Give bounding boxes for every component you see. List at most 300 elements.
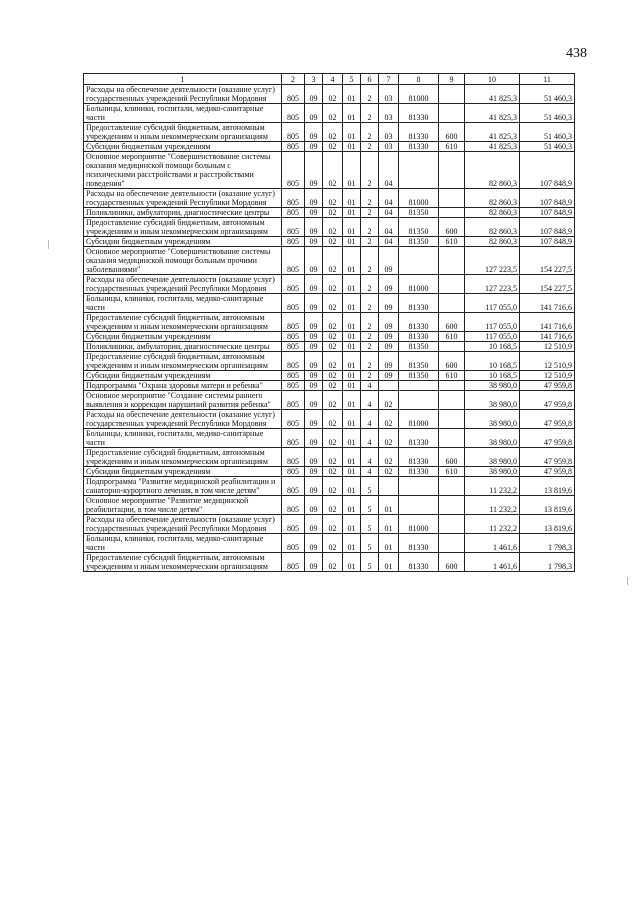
row-cell: 805 xyxy=(282,381,305,391)
row-cell: 2 xyxy=(361,332,379,342)
row-cell: 2 xyxy=(361,85,379,104)
row-cell: 04 xyxy=(379,237,399,247)
table-row xyxy=(84,391,575,410)
table-row xyxy=(84,448,575,467)
row-cell: 805 xyxy=(282,467,305,477)
row-cell: 09 xyxy=(305,391,323,410)
row-description: Субсидии бюджетным учреждениям xyxy=(84,371,282,381)
row-cell: 805 xyxy=(282,208,305,218)
row-cell: 09 xyxy=(305,534,323,553)
row-cell: 01 xyxy=(343,352,361,371)
row-cell: 2 xyxy=(361,294,379,313)
row-cell: 51 460,3 xyxy=(520,142,575,152)
row-cell: 09 xyxy=(305,352,323,371)
row-cell: 141 716,6 xyxy=(520,294,575,313)
row-cell: 01 xyxy=(343,152,361,189)
row-cell: 805 xyxy=(282,352,305,371)
row-cell: 81330 xyxy=(399,313,439,332)
page-number: 438 xyxy=(566,46,587,61)
row-cell: 2 xyxy=(361,208,379,218)
row-cell: 82 860,3 xyxy=(465,237,520,247)
row-cell: 02 xyxy=(323,313,343,332)
row-cell: 2 xyxy=(361,371,379,381)
row-cell: 02 xyxy=(323,85,343,104)
row-cell: 01 xyxy=(343,85,361,104)
row-cell: 02 xyxy=(379,410,399,429)
row-cell: 805 xyxy=(282,515,305,534)
row-description: Поликлиники, амбулатории, диагностические центры xyxy=(84,342,282,352)
row-cell: 600 xyxy=(439,553,465,572)
row-cell: 02 xyxy=(323,189,343,208)
row-description: Предоставление субсидий бюджетным, автономным учреждениям и иным некоммерческим организациям xyxy=(84,313,282,332)
row-cell: 09 xyxy=(305,553,323,572)
row-cell: 1 461,6 xyxy=(465,553,520,572)
row-cell: 2 xyxy=(361,189,379,208)
row-cell: 09 xyxy=(305,332,323,342)
row-cell: 02 xyxy=(323,123,343,142)
row-cell: 09 xyxy=(305,123,323,142)
row-cell: 09 xyxy=(305,381,323,391)
row-cell: 2 xyxy=(361,352,379,371)
row-cell: 805 xyxy=(282,104,305,123)
row-cell: 107 848,9 xyxy=(520,189,575,208)
table-row xyxy=(84,237,575,247)
table-row xyxy=(84,429,575,448)
row-cell: 2 xyxy=(361,237,379,247)
row-cell xyxy=(439,342,465,352)
row-cell: 4 xyxy=(361,429,379,448)
row-cell: 10 168,5 xyxy=(465,371,520,381)
row-cell: 09 xyxy=(305,275,323,294)
row-cell xyxy=(399,152,439,189)
row-cell: 805 xyxy=(282,477,305,496)
table-row xyxy=(84,371,575,381)
row-cell: 2 xyxy=(361,152,379,189)
row-cell xyxy=(439,152,465,189)
table-row xyxy=(84,275,575,294)
row-cell: 610 xyxy=(439,237,465,247)
table-row xyxy=(84,352,575,371)
row-cell: 09 xyxy=(305,371,323,381)
row-cell: 38 980,0 xyxy=(465,429,520,448)
row-cell: 02 xyxy=(323,534,343,553)
row-cell: 141 716,6 xyxy=(520,332,575,342)
row-cell: 2 xyxy=(361,247,379,275)
row-description: Субсидии бюджетным учреждениям xyxy=(84,142,282,152)
row-cell: 47 959,8 xyxy=(520,448,575,467)
row-cell: 01 xyxy=(379,496,399,515)
row-description: Расходы на обеспечение деятельности (оказание услуг) государственных учреждений Республики Мордовия xyxy=(84,189,282,208)
row-cell: 47 959,8 xyxy=(520,381,575,391)
row-cell: 01 xyxy=(343,496,361,515)
row-cell: 38 980,0 xyxy=(465,381,520,391)
row-cell: 81330 xyxy=(399,534,439,553)
table-row xyxy=(84,534,575,553)
row-cell: 04 xyxy=(379,152,399,189)
row-cell: 107 848,9 xyxy=(520,218,575,237)
row-cell xyxy=(439,208,465,218)
row-cell: 38 980,0 xyxy=(465,391,520,410)
row-cell: 02 xyxy=(323,218,343,237)
row-cell: 01 xyxy=(343,332,361,342)
row-cell: 41 825,3 xyxy=(465,123,520,142)
row-cell: 03 xyxy=(379,142,399,152)
row-cell: 117 055,0 xyxy=(465,332,520,342)
row-cell: 01 xyxy=(379,553,399,572)
row-cell: 81350 xyxy=(399,371,439,381)
row-cell: 02 xyxy=(323,448,343,467)
row-cell xyxy=(439,496,465,515)
row-cell xyxy=(399,496,439,515)
row-cell xyxy=(439,477,465,496)
row-cell xyxy=(379,477,399,496)
row-cell: 04 xyxy=(379,189,399,208)
row-cell: 02 xyxy=(323,352,343,371)
row-cell: 805 xyxy=(282,85,305,104)
header-cell: 9 xyxy=(439,74,465,85)
header-cell: 11 xyxy=(520,74,575,85)
row-description: Больницы, клиники, госпитали, медико-санитарные части xyxy=(84,429,282,448)
row-cell: 81330 xyxy=(399,448,439,467)
table-row xyxy=(84,142,575,152)
row-cell: 805 xyxy=(282,237,305,247)
row-cell: 4 xyxy=(361,410,379,429)
row-cell: 02 xyxy=(323,237,343,247)
row-cell xyxy=(439,85,465,104)
row-cell xyxy=(439,381,465,391)
row-cell: 03 xyxy=(379,85,399,104)
table-row xyxy=(84,553,575,572)
row-cell: 02 xyxy=(379,391,399,410)
row-cell: 1 461,6 xyxy=(465,534,520,553)
table-row xyxy=(84,189,575,208)
row-cell: 12 510,9 xyxy=(520,342,575,352)
row-cell: 117 055,0 xyxy=(465,313,520,332)
row-cell: 47 959,8 xyxy=(520,391,575,410)
row-cell: 2 xyxy=(361,275,379,294)
row-cell: 09 xyxy=(305,85,323,104)
row-cell: 02 xyxy=(323,142,343,152)
row-cell: 805 xyxy=(282,123,305,142)
row-cell: 09 xyxy=(379,247,399,275)
row-cell: 12 510,9 xyxy=(520,352,575,371)
row-cell xyxy=(439,515,465,534)
row-description: Подпрограмма "Охрана здоровья матери и ребенка" xyxy=(84,381,282,391)
row-description: Предоставление субсидий бюджетным, автономным учреждениям и иным некоммерческим организациям xyxy=(84,448,282,467)
table-row xyxy=(84,247,575,275)
row-description: Основное мероприятие "Совершенствование системы оказания медицинской помощи больным прочими заболеваниями" xyxy=(84,247,282,275)
row-cell: 107 848,9 xyxy=(520,237,575,247)
row-cell: 01 xyxy=(343,391,361,410)
row-cell: 805 xyxy=(282,391,305,410)
header-cell: 5 xyxy=(343,74,361,85)
row-cell: 12 510,9 xyxy=(520,371,575,381)
row-cell: 805 xyxy=(282,247,305,275)
row-cell: 09 xyxy=(305,477,323,496)
row-cell: 2 xyxy=(361,218,379,237)
row-cell: 81350 xyxy=(399,218,439,237)
row-cell: 01 xyxy=(343,534,361,553)
header-cell: 1 xyxy=(84,74,282,85)
row-cell: 04 xyxy=(379,218,399,237)
budget-table xyxy=(83,73,575,572)
row-cell: 09 xyxy=(305,142,323,152)
row-cell: 600 xyxy=(439,352,465,371)
table-row xyxy=(84,208,575,218)
row-cell: 805 xyxy=(282,142,305,152)
row-cell: 5 xyxy=(361,553,379,572)
row-cell xyxy=(439,294,465,313)
header-cell: 6 xyxy=(361,74,379,85)
row-cell xyxy=(399,391,439,410)
table-row xyxy=(84,332,575,342)
row-cell xyxy=(439,104,465,123)
row-cell: 02 xyxy=(323,342,343,352)
row-cell: 4 xyxy=(361,448,379,467)
header-cell: 7 xyxy=(379,74,399,85)
row-cell: 81350 xyxy=(399,208,439,218)
row-cell: 81350 xyxy=(399,342,439,352)
row-cell: 2 xyxy=(361,342,379,352)
row-cell: 09 xyxy=(305,448,323,467)
row-cell: 127 223,5 xyxy=(465,275,520,294)
row-cell: 02 xyxy=(323,294,343,313)
row-cell: 10 168,5 xyxy=(465,352,520,371)
row-cell: 81330 xyxy=(399,123,439,142)
row-description: Субсидии бюджетным учреждениям xyxy=(84,467,282,477)
row-cell: 02 xyxy=(379,429,399,448)
row-cell: 09 xyxy=(305,515,323,534)
row-cell: 2 xyxy=(361,313,379,332)
row-cell: 141 716,6 xyxy=(520,313,575,332)
table-row xyxy=(84,496,575,515)
row-cell: 01 xyxy=(343,467,361,477)
row-cell: 38 980,0 xyxy=(465,448,520,467)
row-cell: 5 xyxy=(361,496,379,515)
row-cell: 805 xyxy=(282,342,305,352)
row-cell: 02 xyxy=(323,410,343,429)
row-cell: 81330 xyxy=(399,467,439,477)
row-cell: 09 xyxy=(305,313,323,332)
row-cell: 107 848,9 xyxy=(520,152,575,189)
row-cell: 154 227,5 xyxy=(520,247,575,275)
row-cell: 107 848,9 xyxy=(520,208,575,218)
row-cell: 01 xyxy=(379,515,399,534)
row-cell: 02 xyxy=(323,429,343,448)
row-cell: 38 980,0 xyxy=(465,467,520,477)
row-cell: 04 xyxy=(379,208,399,218)
row-cell: 805 xyxy=(282,410,305,429)
table-row xyxy=(84,477,575,496)
row-cell: 01 xyxy=(343,313,361,332)
row-cell: 01 xyxy=(343,477,361,496)
row-cell: 2 xyxy=(361,104,379,123)
row-cell: 02 xyxy=(323,553,343,572)
row-description: Расходы на обеспечение деятельности (оказание услуг) государственных учреждений Республики Мордовия xyxy=(84,515,282,534)
row-cell: 82 860,3 xyxy=(465,189,520,208)
row-description: Предоставление субсидий бюджетным, автономным учреждениям и иным некоммерческим организациям xyxy=(84,218,282,237)
table-row xyxy=(84,313,575,332)
row-cell: 02 xyxy=(323,381,343,391)
row-cell: 81000 xyxy=(399,189,439,208)
row-cell: 805 xyxy=(282,294,305,313)
row-cell: 01 xyxy=(379,534,399,553)
row-cell xyxy=(379,381,399,391)
row-cell: 01 xyxy=(343,275,361,294)
row-cell: 805 xyxy=(282,496,305,515)
row-description: Основное мероприятие "Развитие медицинской реабилитации, в том числе детям" xyxy=(84,496,282,515)
row-cell: 41 825,3 xyxy=(465,104,520,123)
row-cell: 127 223,5 xyxy=(465,247,520,275)
row-cell: 01 xyxy=(343,247,361,275)
row-cell: 51 460,3 xyxy=(520,123,575,142)
row-cell xyxy=(439,410,465,429)
row-cell: 09 xyxy=(305,208,323,218)
row-cell xyxy=(439,247,465,275)
row-cell: 01 xyxy=(343,371,361,381)
header-cell: 10 xyxy=(465,74,520,85)
row-cell: 805 xyxy=(282,448,305,467)
row-description: Расходы на обеспечение деятельности (оказание услуг) государственных учреждений Республики Мордовия xyxy=(84,410,282,429)
row-cell: 2 xyxy=(361,142,379,152)
row-cell: 51 460,3 xyxy=(520,104,575,123)
row-cell: 47 959,8 xyxy=(520,467,575,477)
row-cell: 805 xyxy=(282,218,305,237)
row-cell: 82 860,3 xyxy=(465,152,520,189)
row-cell: 805 xyxy=(282,152,305,189)
row-cell: 09 xyxy=(305,237,323,247)
row-cell: 154 227,5 xyxy=(520,275,575,294)
row-cell: 81000 xyxy=(399,275,439,294)
row-cell: 5 xyxy=(361,477,379,496)
row-cell: 117 055,0 xyxy=(465,294,520,313)
row-cell: 4 xyxy=(361,381,379,391)
row-cell: 02 xyxy=(323,477,343,496)
table-row xyxy=(84,342,575,352)
row-cell: 01 xyxy=(343,189,361,208)
row-cell: 11 232,2 xyxy=(465,477,520,496)
row-cell: 13 819,6 xyxy=(520,515,575,534)
row-description: Больницы, клиники, госпитали, медико-санитарные части xyxy=(84,534,282,553)
row-description: Предоставление субсидий бюджетным, автономным учреждениям и иным некоммерческим организациям xyxy=(84,352,282,371)
table-row xyxy=(84,410,575,429)
row-cell: 09 xyxy=(379,275,399,294)
table-row xyxy=(84,294,575,313)
row-cell: 09 xyxy=(305,410,323,429)
row-cell: 02 xyxy=(323,496,343,515)
row-description: Больницы, клиники, госпитали, медико-санитарные части xyxy=(84,104,282,123)
table-body xyxy=(84,85,575,572)
header-cell: 4 xyxy=(323,74,343,85)
table-row xyxy=(84,104,575,123)
row-cell: 82 860,3 xyxy=(465,208,520,218)
table-row xyxy=(84,467,575,477)
row-cell: 01 xyxy=(343,553,361,572)
row-cell: 02 xyxy=(323,152,343,189)
row-cell: 47 959,8 xyxy=(520,410,575,429)
row-cell: 13 819,6 xyxy=(520,477,575,496)
row-cell xyxy=(439,275,465,294)
row-cell: 02 xyxy=(323,275,343,294)
row-cell: 09 xyxy=(305,294,323,313)
row-cell: 09 xyxy=(379,352,399,371)
row-cell: 09 xyxy=(379,294,399,313)
row-cell: 81330 xyxy=(399,553,439,572)
row-cell: 81000 xyxy=(399,410,439,429)
row-description: Основное мероприятие "Совершенствование системы оказания медицинской помощи больным с психическими расстройствами и расстройствами поведения" xyxy=(84,152,282,189)
header-cell: 3 xyxy=(305,74,323,85)
row-description: Субсидии бюджетным учреждениям xyxy=(84,332,282,342)
row-cell: 01 xyxy=(343,294,361,313)
row-cell: 4 xyxy=(361,391,379,410)
scan-mark-right xyxy=(627,577,628,585)
row-cell xyxy=(439,391,465,410)
row-cell: 13 819,6 xyxy=(520,496,575,515)
row-cell: 02 xyxy=(323,332,343,342)
table-row xyxy=(84,85,575,104)
row-cell: 81330 xyxy=(399,332,439,342)
row-cell: 41 825,3 xyxy=(465,142,520,152)
row-cell: 01 xyxy=(343,429,361,448)
row-cell: 09 xyxy=(379,371,399,381)
row-cell: 09 xyxy=(379,342,399,352)
row-cell: 2 xyxy=(361,123,379,142)
row-cell: 09 xyxy=(305,152,323,189)
row-cell: 02 xyxy=(379,467,399,477)
row-cell: 41 825,3 xyxy=(465,85,520,104)
row-cell: 38 980,0 xyxy=(465,410,520,429)
row-cell: 47 959,8 xyxy=(520,429,575,448)
row-cell: 01 xyxy=(343,104,361,123)
row-cell: 805 xyxy=(282,332,305,342)
row-description: Поликлиники, амбулатории, диагностические центры xyxy=(84,208,282,218)
row-cell: 01 xyxy=(343,218,361,237)
row-cell: 09 xyxy=(305,429,323,448)
row-description: Предоставление субсидий бюджетным, автономным учреждениям и иным некоммерческим организациям xyxy=(84,553,282,572)
row-cell: 01 xyxy=(343,142,361,152)
row-cell: 01 xyxy=(343,237,361,247)
row-cell: 03 xyxy=(379,123,399,142)
row-cell xyxy=(439,429,465,448)
row-description: Расходы на обеспечение деятельности (оказание услуг) государственных учреждений Республики Мордовия xyxy=(84,85,282,104)
scan-mark-left xyxy=(48,240,49,249)
row-cell: 805 xyxy=(282,553,305,572)
row-cell: 81330 xyxy=(399,429,439,448)
row-cell: 09 xyxy=(305,342,323,352)
header-cell: 8 xyxy=(399,74,439,85)
row-cell: 02 xyxy=(323,104,343,123)
row-cell: 81350 xyxy=(399,352,439,371)
row-cell: 81000 xyxy=(399,85,439,104)
row-cell: 01 xyxy=(343,515,361,534)
row-cell: 09 xyxy=(305,247,323,275)
row-cell: 02 xyxy=(323,391,343,410)
row-cell: 5 xyxy=(361,515,379,534)
row-description: Расходы на обеспечение деятельности (оказание услуг) государственных учреждений Республики Мордовия xyxy=(84,275,282,294)
row-cell xyxy=(439,534,465,553)
row-description: Основное мероприятие "Создание системы раннего выявления и коррекции нарушений развития ребенка" xyxy=(84,391,282,410)
row-cell: 600 xyxy=(439,123,465,142)
table-row xyxy=(84,515,575,534)
row-cell: 82 860,3 xyxy=(465,218,520,237)
row-cell xyxy=(399,247,439,275)
row-cell: 01 xyxy=(343,208,361,218)
row-cell: 02 xyxy=(323,467,343,477)
table-row xyxy=(84,123,575,142)
row-cell: 09 xyxy=(379,332,399,342)
row-cell: 81350 xyxy=(399,237,439,247)
row-cell: 01 xyxy=(343,342,361,352)
